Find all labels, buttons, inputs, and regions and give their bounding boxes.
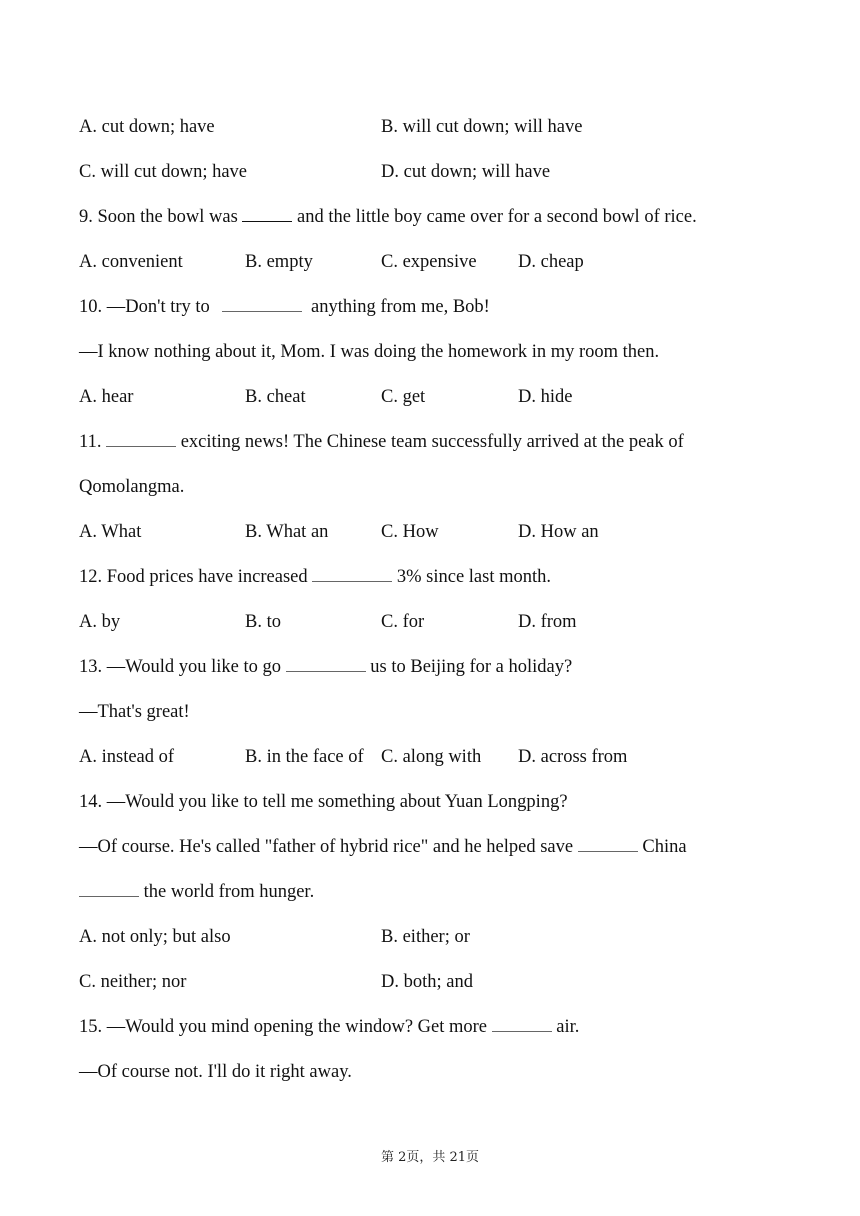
- q12-option-c: C. for: [381, 612, 425, 632]
- q8-option-d: D. cut down; will have: [381, 162, 551, 182]
- q10-option-c: C. get: [381, 387, 426, 407]
- q13-option-d: D. across from: [518, 747, 628, 767]
- q13-blank: [286, 670, 366, 672]
- q10-text-after: anything from me, Bob!: [306, 297, 490, 317]
- q14-continuation: [79, 877, 820, 907]
- q9-options: [79, 247, 820, 277]
- q15-question: [79, 1012, 820, 1042]
- q14-options-row-2: [79, 967, 820, 997]
- q14-question: 14. —Would you like to tell me something about Yuan Longping?: [79, 792, 568, 812]
- q13-option-b: B. in the face of: [245, 747, 364, 767]
- q10-option-a: A. hear: [79, 387, 134, 407]
- q10-text-before: 10. —Don't try to: [79, 297, 215, 317]
- q13-option-a: A. instead of: [79, 747, 175, 767]
- q11-option-c: C. How: [381, 522, 439, 542]
- q12-question: [79, 562, 820, 592]
- q10-option-b: B. cheat: [245, 387, 306, 407]
- q10-option-d: D. hide: [518, 387, 573, 407]
- q9-question: [79, 202, 820, 232]
- q13-question: [79, 652, 820, 682]
- q12-blank: [312, 580, 392, 582]
- q12-option-b: B. to: [245, 612, 281, 632]
- q10-blank: [222, 310, 302, 312]
- q12-option-a: A. by: [79, 612, 121, 632]
- page-footer: 第 2页，共 21页: [380, 1150, 480, 1165]
- q8-options-row-2: [79, 157, 820, 187]
- q9-text-before: 9. Soon the bowl was: [79, 207, 243, 227]
- q15-blank: [492, 1030, 552, 1032]
- q13-option-c: C. along with: [381, 747, 482, 767]
- q10-question: [79, 292, 820, 322]
- q12-options: [79, 607, 820, 637]
- q15-text-after: air.: [551, 1017, 580, 1037]
- q9-option-d: D. cheap: [518, 252, 584, 272]
- q9-option-b: B. empty: [245, 252, 313, 272]
- q14-continuation-text: the world from hunger.: [139, 882, 315, 902]
- q8-option-b: B. will cut down; will have: [381, 117, 583, 137]
- q9-text-after: and the little boy came over for a second bowl of rice.: [292, 207, 697, 227]
- q15-response: —Of course not. I'll do it right away.: [79, 1062, 352, 1082]
- q14-response: [79, 832, 820, 862]
- q14-option-b: B. either; or: [381, 927, 470, 947]
- q11-blank: [106, 445, 176, 447]
- q11-option-d: D. How an: [518, 522, 599, 542]
- q10-options: [79, 382, 820, 412]
- q8-option-a: A. cut down; have: [79, 117, 215, 137]
- q14-response-after: China: [637, 837, 687, 857]
- q9-option-a: A. convenient: [79, 252, 183, 272]
- q9-blank: [242, 220, 292, 222]
- q12-text-after: 3% since last month.: [392, 567, 552, 587]
- q14-blank-1: [578, 850, 638, 852]
- q15-text-before: 15. —Would you mind opening the window? Get more: [79, 1017, 492, 1037]
- q14-option-a: A. not only; but also: [79, 927, 231, 947]
- q14-response-before: —Of course. He's called "father of hybrid rice" and he helped save: [79, 837, 578, 857]
- q13-text-before: 13. —Would you like to go: [79, 657, 286, 677]
- q14-option-d: D. both; and: [381, 972, 473, 992]
- q14-blank-2: [79, 895, 139, 897]
- q14-option-c: C. neither; nor: [79, 972, 187, 992]
- q8-option-c: C. will cut down; have: [79, 162, 248, 182]
- q11-continuation: Qomolangma.: [79, 477, 185, 497]
- q8-options-row-1: [79, 112, 820, 142]
- q11-text-before: 11.: [79, 432, 107, 452]
- q13-text-after: us to Beijing for a holiday?: [365, 657, 573, 677]
- q12-option-d: D. from: [518, 612, 577, 632]
- q13-response: —That's great!: [79, 702, 190, 722]
- q11-question: [79, 427, 820, 457]
- q10-response: —I know nothing about it, Mom. I was doing the homework in my room then.: [79, 342, 660, 362]
- q11-option-b: B. What an: [245, 522, 329, 542]
- q11-text-after: exciting news! The Chinese team successfully arrived at the peak of: [176, 432, 684, 452]
- q14-options-row-1: [79, 922, 820, 952]
- q13-options: [79, 742, 820, 772]
- q11-options: [79, 517, 820, 547]
- q11-option-a: A. What: [79, 522, 142, 542]
- q12-text-before: 12. Food prices have increased: [79, 567, 313, 587]
- q9-option-c: C. expensive: [381, 252, 477, 272]
